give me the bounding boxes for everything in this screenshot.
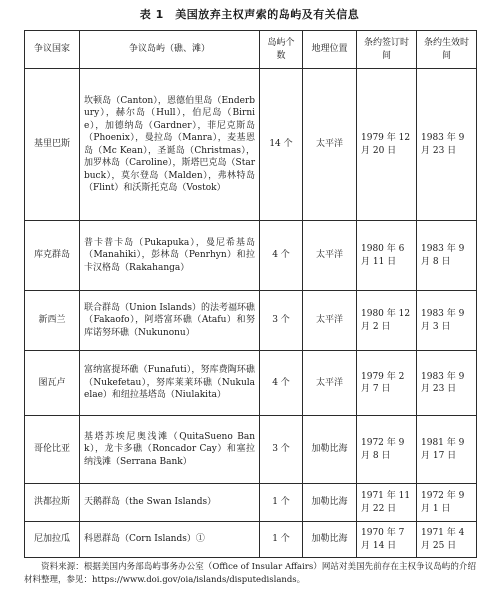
cell-islands: 天鹅群岛（the Swan Islands） bbox=[80, 484, 260, 522]
cell-islands: 联合群岛（Union Islands）的法考福环礁（Fakaofo），阿塔富环礁（Atafu）和努库诺努环礁（Nukunonu） bbox=[80, 291, 260, 351]
cell-country: 新西兰 bbox=[25, 291, 80, 351]
table-caption: 表 1 美国放弃主权声索的岛屿及有关信息 bbox=[139, 8, 360, 21]
table-header-row bbox=[25, 31, 477, 69]
table-row bbox=[25, 69, 477, 221]
cell-signed: 1980 年 12 月 2 日 bbox=[357, 291, 417, 351]
cell-signed: 1979 年 12 月 20 日 bbox=[357, 69, 417, 221]
table-row bbox=[25, 484, 477, 522]
cell-location: 太平洋 bbox=[303, 351, 357, 416]
cell-location: 加勒比海 bbox=[303, 416, 357, 484]
cell-effective: 1983 年 9 月 8 日 bbox=[417, 221, 477, 291]
cell-islands: 基塔苏埃尼奥浅滩（QuitaSueno Bank），龙卡多礁（Roncador Cay）和塞拉纳浅滩（Serrana Bank） bbox=[80, 416, 260, 484]
cell-effective: 1983 年 9 月 3 日 bbox=[417, 291, 477, 351]
cell-signed: 1970 年 7 月 14 日 bbox=[357, 522, 417, 558]
cell-count: 1 个 bbox=[260, 484, 303, 522]
cell-count: 3 个 bbox=[260, 291, 303, 351]
cell-location: 加勒比海 bbox=[303, 484, 357, 522]
cell-signed: 1979 年 2 月 7 日 bbox=[357, 351, 417, 416]
table-row bbox=[25, 522, 477, 558]
source-note: 资料来源：根据美国内务部岛屿事务办公室（Office of Insular Affairs）网站对美国先前存在主权争议岛屿的介绍材料整理，参见：https://www.doi.gov/oia/islands/disputedislands。 bbox=[24, 562, 476, 585]
cell-signed: 1972 年 9 月 8 日 bbox=[357, 416, 417, 484]
table-row bbox=[25, 416, 477, 484]
header-islands: 争议岛屿（礁、滩） bbox=[80, 31, 260, 69]
cell-country: 库克群岛 bbox=[25, 221, 80, 291]
header-count: 岛屿个数 bbox=[260, 31, 303, 69]
table-row bbox=[25, 221, 477, 291]
cell-effective: 1971 年 4 月 25 日 bbox=[417, 522, 477, 558]
islands-table bbox=[24, 30, 477, 558]
cell-count: 4 个 bbox=[260, 221, 303, 291]
cell-country: 基里巴斯 bbox=[25, 69, 80, 221]
cell-count: 1 个 bbox=[260, 522, 303, 558]
header-location: 地理位置 bbox=[303, 31, 357, 69]
cell-islands: 坎顿岛（Canton），恩德伯里岛（Enderbury），赫尔岛（Hull），伯尼岛（Birnie），加德纳岛（Gardner），菲尼克斯岛（Phoenix），曼拉岛（Manra），麦基恩岛（Mc Kean），圣诞岛（Christmas），加罗林岛（Caroline），斯塔巴克岛（Starbuck），莫尔登岛（Malden），弗林特岛（Flint）和沃斯托克岛（Vostok） bbox=[80, 69, 260, 221]
header-signed: 条约签订时间 bbox=[357, 31, 417, 69]
cell-islands: 普卡普卡岛（Pukapuka），曼尼希基岛（Manahiki），彭林岛（Penrhyn）和拉卡汉格岛（Rakahanga） bbox=[80, 221, 260, 291]
cell-islands: 富纳富提环礁（Funafuti），努库费陶环礁（Nukefetau），努库莱莱环礁（Nukulaelae）和纽拉基塔岛（Niulakita） bbox=[80, 351, 260, 416]
cell-effective: 1983 年 9 月 23 日 bbox=[417, 351, 477, 416]
cell-effective: 1981 年 9 月 17 日 bbox=[417, 416, 477, 484]
cell-location: 太平洋 bbox=[303, 291, 357, 351]
cell-count: 4 个 bbox=[260, 351, 303, 416]
cell-location: 太平洋 bbox=[303, 221, 357, 291]
header-effective: 条约生效时间 bbox=[417, 31, 477, 69]
header-country: 争议国家 bbox=[25, 31, 80, 69]
cell-count: 3 个 bbox=[260, 416, 303, 484]
cell-country: 尼加拉瓜 bbox=[25, 522, 80, 558]
cell-signed: 1971 年 11 月 22 日 bbox=[357, 484, 417, 522]
cell-location: 太平洋 bbox=[303, 69, 357, 221]
cell-islands: 科恩群岛（Corn Islands）① bbox=[80, 522, 260, 558]
cell-country: 洪都拉斯 bbox=[25, 484, 80, 522]
cell-country: 哥伦比亚 bbox=[25, 416, 80, 484]
cell-effective: 1972 年 9 月 1 日 bbox=[417, 484, 477, 522]
cell-country: 图瓦卢 bbox=[25, 351, 80, 416]
cell-signed: 1980 年 6 月 11 日 bbox=[357, 221, 417, 291]
table-row bbox=[25, 351, 477, 416]
table-row bbox=[25, 291, 477, 351]
cell-location: 加勒比海 bbox=[303, 522, 357, 558]
cell-count: 14 个 bbox=[260, 69, 303, 221]
cell-effective: 1983 年 9 月 23 日 bbox=[417, 69, 477, 221]
